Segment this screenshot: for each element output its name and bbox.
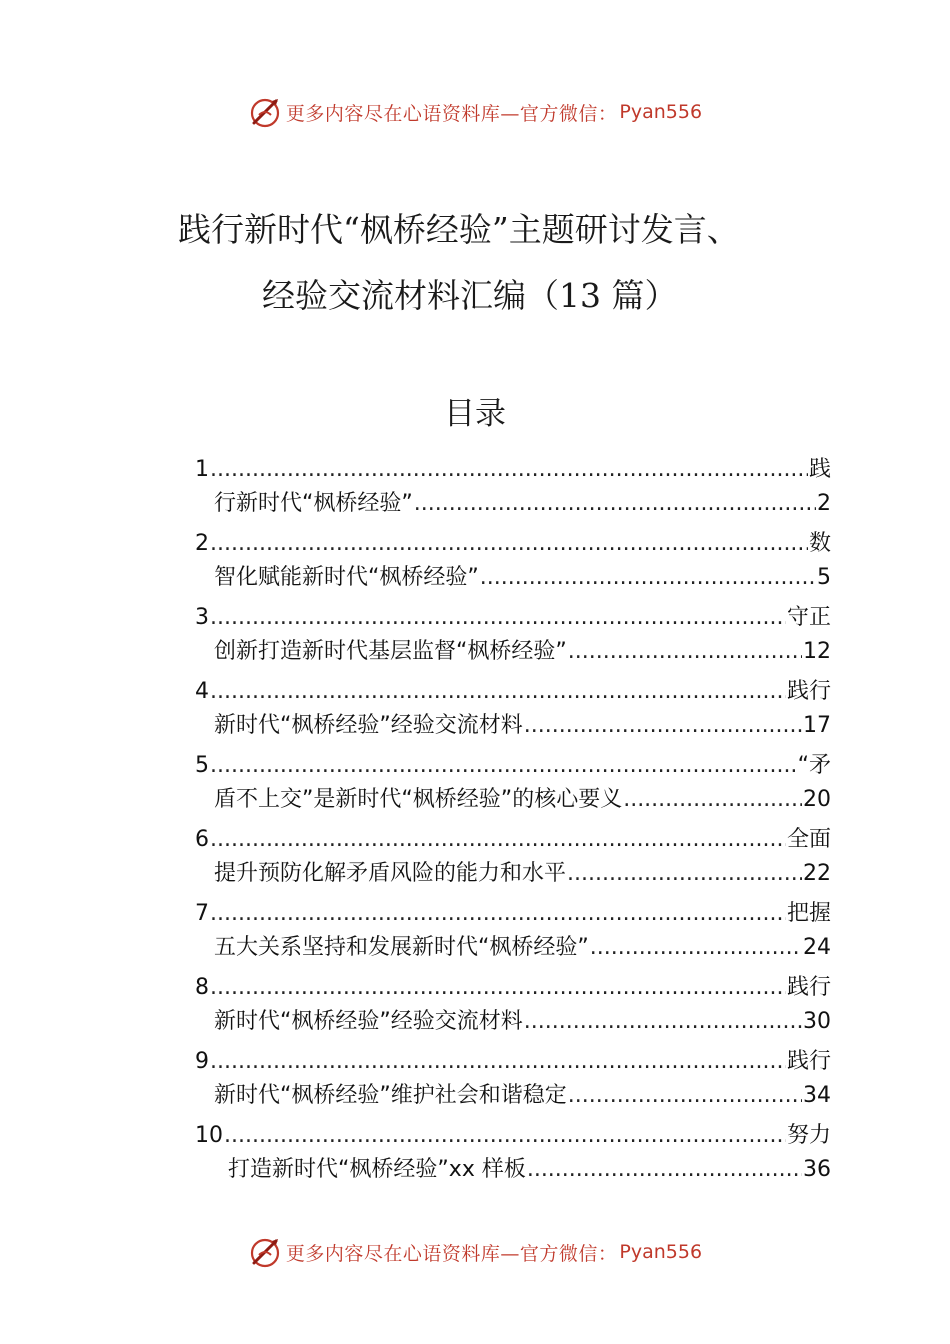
toc-leader-dots bbox=[567, 861, 802, 886]
watermark-text: 更多内容尽在心语资料库—官方微信： bbox=[285, 102, 618, 125]
toc-entry[interactable] bbox=[195, 748, 831, 822]
toc-entry-page: 24 bbox=[803, 935, 831, 960]
toc-entry-number: 1 bbox=[195, 457, 209, 482]
toc-entry-number: 8 bbox=[195, 975, 209, 1000]
toc-entry-title-rest: 新时代“枫桥经验”维护社会和谐稳定 bbox=[214, 1083, 567, 1108]
toc-entry-title-start: 践 bbox=[808, 457, 831, 482]
toc-entry-title-rest: 行新时代“枫桥经验” bbox=[214, 491, 413, 516]
toc-leader-dots bbox=[210, 975, 786, 1000]
toc-entry-page: 2 bbox=[817, 491, 831, 516]
toc-entry-title-start: 践行 bbox=[786, 679, 831, 704]
toc-entry-title-rest: 打造新时代“枫桥经验”xx 样板 bbox=[228, 1157, 526, 1182]
toc-leader-dots bbox=[224, 1123, 786, 1148]
toc-entry-title-start: 全面 bbox=[786, 827, 831, 852]
document-title-line-2: 经验交流材料汇编（13 篇） bbox=[262, 276, 678, 315]
toc-entry-page: 22 bbox=[803, 861, 831, 886]
toc-entry-number: 5 bbox=[195, 753, 209, 778]
toc-entry-page: 5 bbox=[817, 565, 831, 590]
toc-entry-title-rest: 创新打造新时代基层监督“枫桥经验” bbox=[214, 639, 567, 664]
toc-entry-number: 4 bbox=[195, 679, 209, 704]
toc-entry-title-rest: 新时代“枫桥经验”经验交流材料 bbox=[214, 713, 523, 738]
toc-entry-title-start: 把握 bbox=[786, 901, 831, 926]
toc-entry[interactable] bbox=[195, 452, 831, 526]
toc-entry-page: 20 bbox=[803, 787, 831, 812]
toc-leader-dots bbox=[524, 1009, 802, 1034]
toc-entry-title-start: 践行 bbox=[786, 975, 831, 1000]
toc-entry[interactable] bbox=[195, 526, 831, 600]
document-title-line-1: 践行新时代“枫桥经验”主题研讨发言、 bbox=[178, 210, 740, 249]
toc-leader-dots bbox=[210, 531, 808, 556]
toc-entry-page: 34 bbox=[803, 1083, 831, 1108]
toc-entry-title-start: 守正 bbox=[786, 605, 831, 630]
toc-entry[interactable] bbox=[195, 674, 831, 748]
toc-heading: 目录 bbox=[444, 396, 506, 432]
toc-entry-title-rest: 新时代“枫桥经验”经验交流材料 bbox=[214, 1009, 523, 1034]
toc-leader-dots bbox=[210, 901, 786, 926]
toc-entry-number: 7 bbox=[195, 901, 209, 926]
toc-entry-title-rest: 提升预防化解矛盾风险的能力和水平 bbox=[214, 861, 567, 886]
toc-entry-title-rest: 五大关系坚持和发展新时代“枫桥经验” bbox=[214, 935, 589, 960]
toc-entry-number: 9 bbox=[195, 1049, 209, 1074]
toc-entry[interactable] bbox=[195, 970, 831, 1044]
toc-entry-number: 10 bbox=[195, 1123, 223, 1148]
watermark-wechat-id: Pyan556 bbox=[619, 1241, 703, 1263]
toc-leader-dots bbox=[623, 787, 802, 812]
toc-leader-dots bbox=[590, 935, 802, 960]
toc-entry-number: 2 bbox=[195, 531, 209, 556]
toc-entry-title-start: 数 bbox=[808, 531, 831, 556]
toc-entry-title-rest: 智化赋能新时代“枫桥经验” bbox=[214, 565, 479, 590]
toc-entry-title-start: 努力 bbox=[786, 1123, 831, 1148]
toc-entry[interactable] bbox=[195, 822, 831, 896]
toc-entry-title-rest: 盾不上交”是新时代“枫桥经验”的核心要义 bbox=[214, 787, 623, 812]
toc-entry-page: 12 bbox=[803, 639, 831, 664]
toc-leader-dots bbox=[210, 1049, 786, 1074]
toc-entry[interactable] bbox=[195, 600, 831, 674]
toc-leader-dots bbox=[568, 639, 802, 664]
toc-entry-page: 17 bbox=[803, 713, 831, 738]
toc-leader-dots bbox=[210, 753, 797, 778]
toc-leader-dots bbox=[568, 1083, 802, 1108]
toc-entry-title-start: “矛 bbox=[797, 753, 831, 778]
watermark-footer bbox=[0, 1232, 950, 1272]
toc-leader-dots bbox=[524, 713, 802, 738]
toc-leader-dots bbox=[480, 565, 816, 590]
toc-entry[interactable] bbox=[195, 896, 831, 970]
toc-entry-title-start: 践行 bbox=[786, 1049, 831, 1074]
toc-entry-number: 3 bbox=[195, 605, 209, 630]
toc-leader-dots bbox=[210, 457, 808, 482]
toc-entry-page: 30 bbox=[803, 1009, 831, 1034]
toc-entry-number: 6 bbox=[195, 827, 209, 852]
toc-entry[interactable] bbox=[195, 1044, 831, 1118]
pen-seal-icon bbox=[248, 95, 282, 129]
toc-leader-dots bbox=[527, 1157, 802, 1182]
toc-leader-dots bbox=[210, 827, 786, 852]
toc-leader-dots bbox=[210, 679, 786, 704]
toc-entry[interactable] bbox=[195, 1118, 831, 1192]
pen-seal-icon bbox=[248, 1235, 282, 1269]
toc-entry-page: 36 bbox=[803, 1157, 831, 1182]
table-of-contents bbox=[195, 452, 831, 1192]
watermark-text: 更多内容尽在心语资料库—官方微信： bbox=[285, 1242, 618, 1265]
toc-leader-dots bbox=[414, 491, 816, 516]
watermark-header bbox=[0, 92, 950, 132]
watermark-wechat-id: Pyan556 bbox=[619, 101, 703, 123]
toc-leader-dots bbox=[210, 605, 786, 630]
